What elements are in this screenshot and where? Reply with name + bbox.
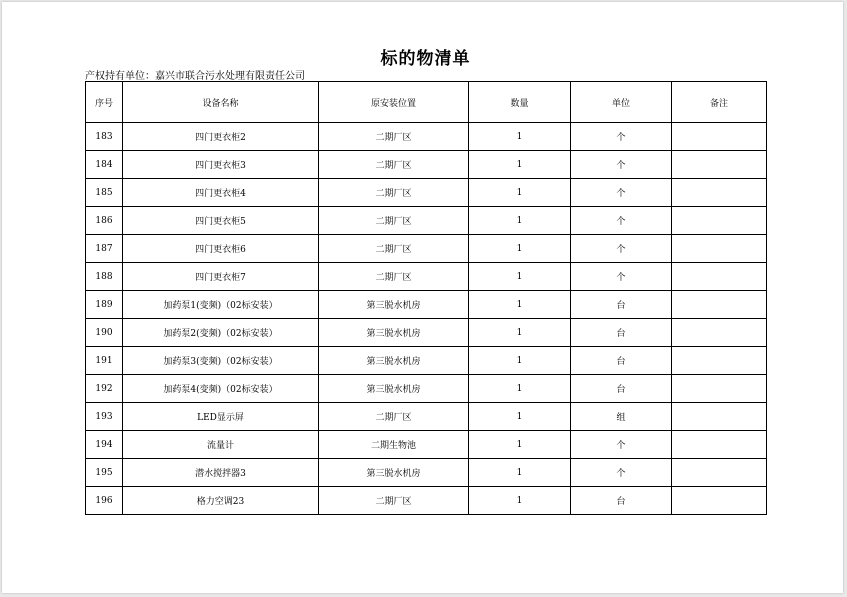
header-name: 设备名称 <box>123 82 319 123</box>
cell-note <box>672 347 767 375</box>
table-row <box>86 207 767 235</box>
table-row <box>86 487 767 515</box>
cell-no: 186 <box>86 207 123 235</box>
cell-note <box>672 207 767 235</box>
cell-no: 189 <box>86 291 123 319</box>
cell-location: 第三脱水机房 <box>319 375 469 403</box>
cell-no: 195 <box>86 459 123 487</box>
cell-location: 二期生物池 <box>319 431 469 459</box>
cell-no: 190 <box>86 319 123 347</box>
cell-note <box>672 487 767 515</box>
cell-note <box>672 235 767 263</box>
cell-unit: 个 <box>571 151 672 179</box>
cell-note <box>672 291 767 319</box>
cell-name: 四门更衣柜3 <box>123 151 319 179</box>
cell-name: 四门更衣柜7 <box>123 263 319 291</box>
cell-qty: 1 <box>469 375 571 403</box>
cell-qty: 1 <box>469 487 571 515</box>
cell-unit: 个 <box>571 179 672 207</box>
cell-qty: 1 <box>469 403 571 431</box>
cell-location: 二期厂区 <box>319 403 469 431</box>
cell-name: 加药泵3(变频)（02标安装） <box>123 347 319 375</box>
cell-unit: 台 <box>571 319 672 347</box>
cell-note <box>672 263 767 291</box>
document-page <box>2 2 843 593</box>
cell-qty: 1 <box>469 431 571 459</box>
cell-name: 加药泵2(变频)（02标安装） <box>123 319 319 347</box>
cell-qty: 1 <box>469 459 571 487</box>
table-row <box>86 375 767 403</box>
cell-qty: 1 <box>469 291 571 319</box>
cell-unit: 台 <box>571 375 672 403</box>
cell-no: 183 <box>86 123 123 151</box>
cell-no: 192 <box>86 375 123 403</box>
cell-qty: 1 <box>469 123 571 151</box>
cell-qty: 1 <box>469 263 571 291</box>
cell-unit: 组 <box>571 403 672 431</box>
cell-no: 191 <box>86 347 123 375</box>
cell-no: 188 <box>86 263 123 291</box>
cell-location: 二期厂区 <box>319 487 469 515</box>
cell-location: 第三脱水机房 <box>319 291 469 319</box>
cell-location: 第三脱水机房 <box>319 319 469 347</box>
cell-unit: 个 <box>571 263 672 291</box>
cell-unit: 个 <box>571 235 672 263</box>
table-row <box>86 235 767 263</box>
cell-location: 二期厂区 <box>319 151 469 179</box>
table-row <box>86 179 767 207</box>
cell-note <box>672 431 767 459</box>
document-title: 标的物清单 <box>380 49 471 69</box>
cell-unit: 台 <box>571 291 672 319</box>
cell-name: 流量计 <box>123 431 319 459</box>
cell-unit: 个 <box>571 431 672 459</box>
cell-note <box>672 375 767 403</box>
table-body <box>86 123 767 515</box>
cell-name: 加药泵1(变频)（02标安装） <box>123 291 319 319</box>
cell-qty: 1 <box>469 179 571 207</box>
cell-note <box>672 403 767 431</box>
cell-name: 四门更衣柜6 <box>123 235 319 263</box>
cell-name: 加药泵4(变频)（02标安装） <box>123 375 319 403</box>
table-row <box>86 319 767 347</box>
cell-unit: 台 <box>571 487 672 515</box>
cell-name: 潜水搅拌器3 <box>123 459 319 487</box>
cell-no: 194 <box>86 431 123 459</box>
table-row <box>86 459 767 487</box>
cell-qty: 1 <box>469 207 571 235</box>
cell-unit: 台 <box>571 347 672 375</box>
header-unit: 单位 <box>571 82 672 123</box>
cell-note <box>672 319 767 347</box>
header-note: 备注 <box>672 82 767 123</box>
cell-location: 第三脱水机房 <box>319 459 469 487</box>
cell-qty: 1 <box>469 347 571 375</box>
cell-location: 第三脱水机房 <box>319 347 469 375</box>
cell-unit: 个 <box>571 459 672 487</box>
cell-note <box>672 151 767 179</box>
table-row <box>86 123 767 151</box>
cell-note <box>672 459 767 487</box>
cell-name: LED显示屏 <box>123 403 319 431</box>
header-qty: 数量 <box>469 82 571 123</box>
owner-label: 产权持有单位：嘉兴市联合污水处理有限责任公司 <box>85 71 305 82</box>
cell-unit: 个 <box>571 123 672 151</box>
table-row <box>86 263 767 291</box>
cell-location: 二期厂区 <box>319 263 469 291</box>
cell-location: 二期厂区 <box>319 207 469 235</box>
cell-location: 二期厂区 <box>319 179 469 207</box>
cell-qty: 1 <box>469 319 571 347</box>
equipment-table <box>85 81 767 515</box>
table-row <box>86 431 767 459</box>
cell-no: 185 <box>86 179 123 207</box>
cell-no: 184 <box>86 151 123 179</box>
table-header-row <box>86 82 767 123</box>
table-row <box>86 151 767 179</box>
header-location: 原安装位置 <box>319 82 469 123</box>
cell-no: 187 <box>86 235 123 263</box>
cell-name: 四门更衣柜5 <box>123 207 319 235</box>
cell-location: 二期厂区 <box>319 123 469 151</box>
cell-no: 196 <box>86 487 123 515</box>
cell-location: 二期厂区 <box>319 235 469 263</box>
cell-name: 四门更衣柜4 <box>123 179 319 207</box>
cell-unit: 个 <box>571 207 672 235</box>
table-row <box>86 403 767 431</box>
cell-qty: 1 <box>469 235 571 263</box>
cell-note <box>672 123 767 151</box>
table-row <box>86 291 767 319</box>
cell-qty: 1 <box>469 151 571 179</box>
cell-name: 四门更衣柜2 <box>123 123 319 151</box>
table-row <box>86 347 767 375</box>
cell-name: 格力空调23 <box>123 487 319 515</box>
cell-no: 193 <box>86 403 123 431</box>
cell-note <box>672 179 767 207</box>
header-no: 序号 <box>86 82 123 123</box>
